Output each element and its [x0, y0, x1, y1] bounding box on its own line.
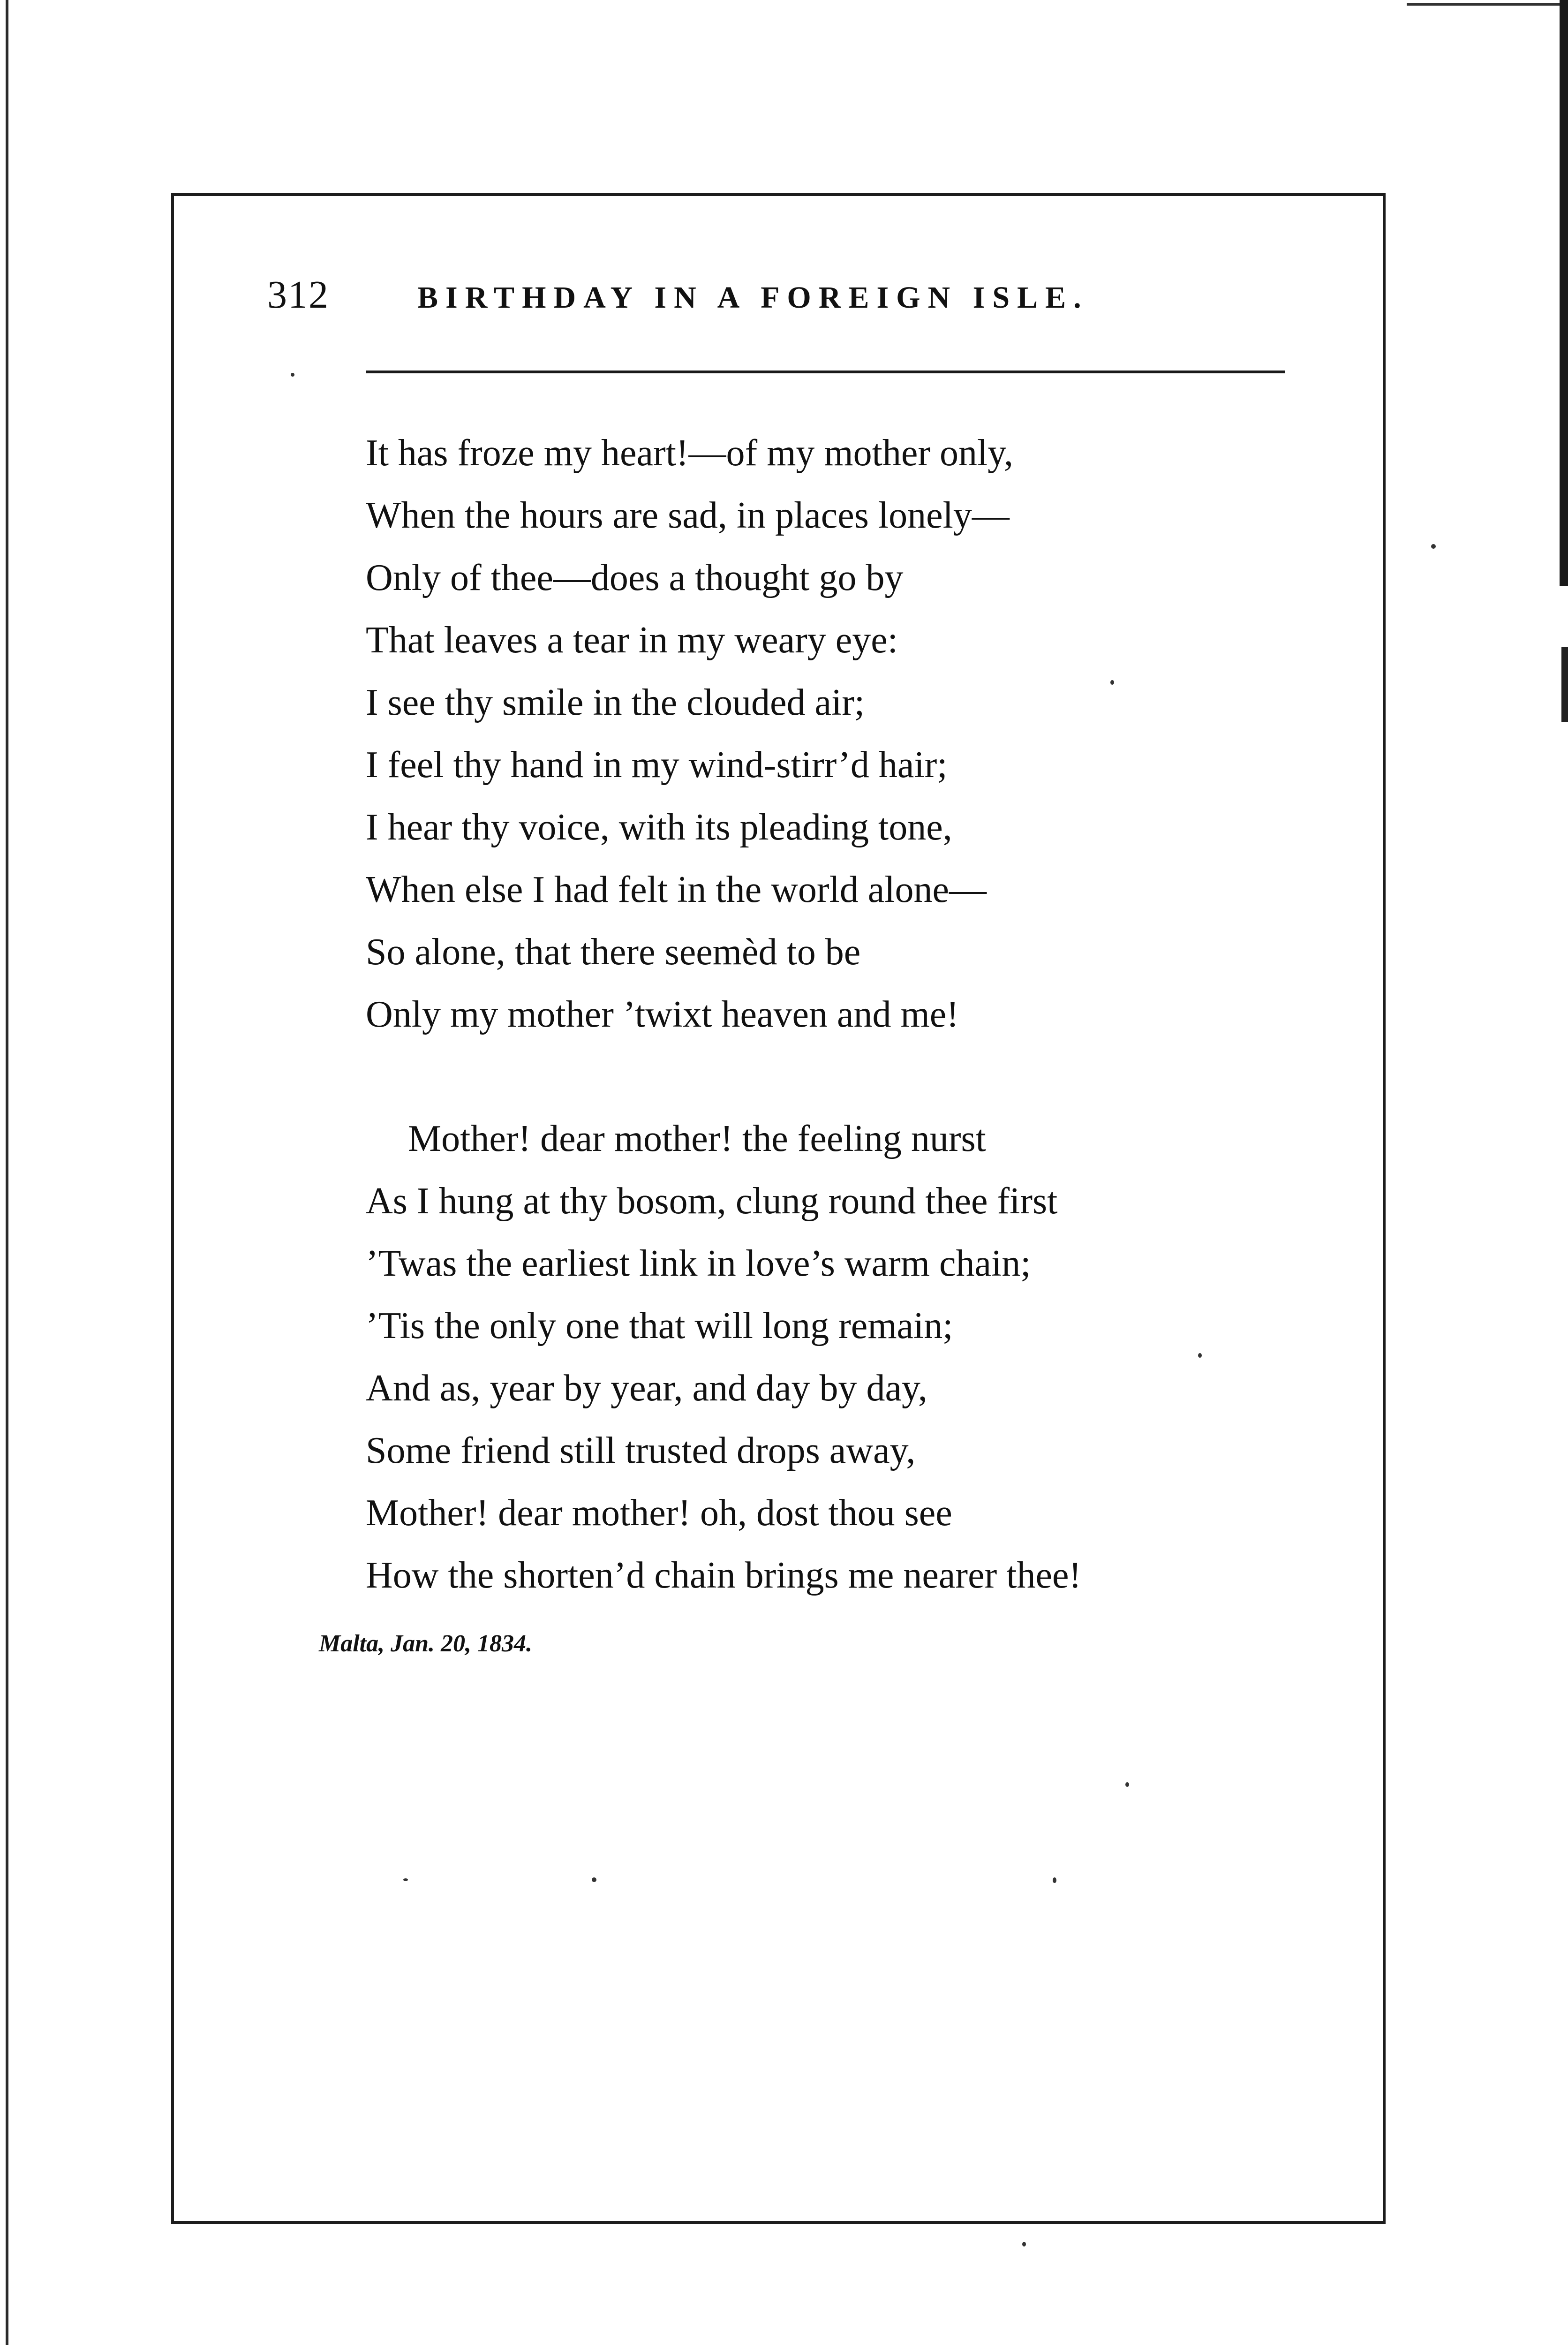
poem-line: And as, year by year, and day by day, — [366, 1368, 927, 1409]
header-rule — [366, 371, 1285, 373]
poem-body — [366, 422, 1304, 1607]
scan-edge-right-lower — [1561, 647, 1568, 722]
scan-speck — [1022, 2242, 1026, 2247]
poem-line: When else I had felt in the world alone— — [366, 869, 987, 910]
poem-line: Only my mother ’twixt heaven and me! — [366, 994, 959, 1035]
scan-speck — [1110, 680, 1114, 685]
poem-line: That leaves a tear in my weary eye: — [366, 620, 898, 661]
scan-speck — [291, 373, 294, 377]
poem-line: So alone, that there seemèd to be — [366, 931, 861, 973]
page-number: 312 — [267, 273, 329, 317]
poem-line: I see thy smile in the clouded air; — [366, 682, 865, 723]
poem-line: Mother! dear mother! oh, dost thou see — [366, 1492, 952, 1534]
poem-line: Only of thee—does a thought go by — [366, 557, 904, 598]
scan-speck — [403, 1878, 408, 1881]
poem-line: When the hours are sad, in places lonely— — [366, 495, 1010, 536]
poem-line: Some friend still trusted drops away, — [366, 1430, 916, 1471]
scan-edge-left — [6, 0, 8, 2345]
stanza-1 — [366, 422, 1304, 1046]
scan-edge-top — [1407, 3, 1568, 6]
scan-speck — [1053, 1877, 1056, 1883]
scan-speck — [1431, 544, 1436, 549]
poem-line: I feel thy hand in my wind-stirr’d hair; — [366, 744, 948, 786]
stanza-2 — [366, 1108, 1304, 1607]
scan-speck — [592, 1877, 596, 1882]
poem-line: How the shorten’d chain brings me nearer thee! — [366, 1555, 1082, 1596]
scan-speck — [1198, 1353, 1202, 1358]
running-title: BIRTHDAY IN A FOREIGN ISLE. — [417, 280, 1089, 315]
poem-line: ’Twas the earliest link in love’s warm chain; — [366, 1243, 1031, 1284]
poem-line: It has froze my heart!—of my mother only, — [366, 432, 1014, 474]
scan-speck — [1125, 1782, 1129, 1787]
dateline: Malta, Jan. 20, 1834. — [319, 1630, 533, 1657]
poem-line: ’Tis the only one that will long remain; — [366, 1305, 953, 1346]
poem-line: Mother! dear mother! the feeling nurst — [408, 1118, 986, 1159]
poem-line: As I hung at thy bosom, clung round thee first — [366, 1180, 1058, 1222]
poem-line: I hear thy voice, with its pleading tone, — [366, 807, 952, 848]
scan-edge-right — [1560, 0, 1568, 586]
running-head — [267, 272, 1299, 328]
